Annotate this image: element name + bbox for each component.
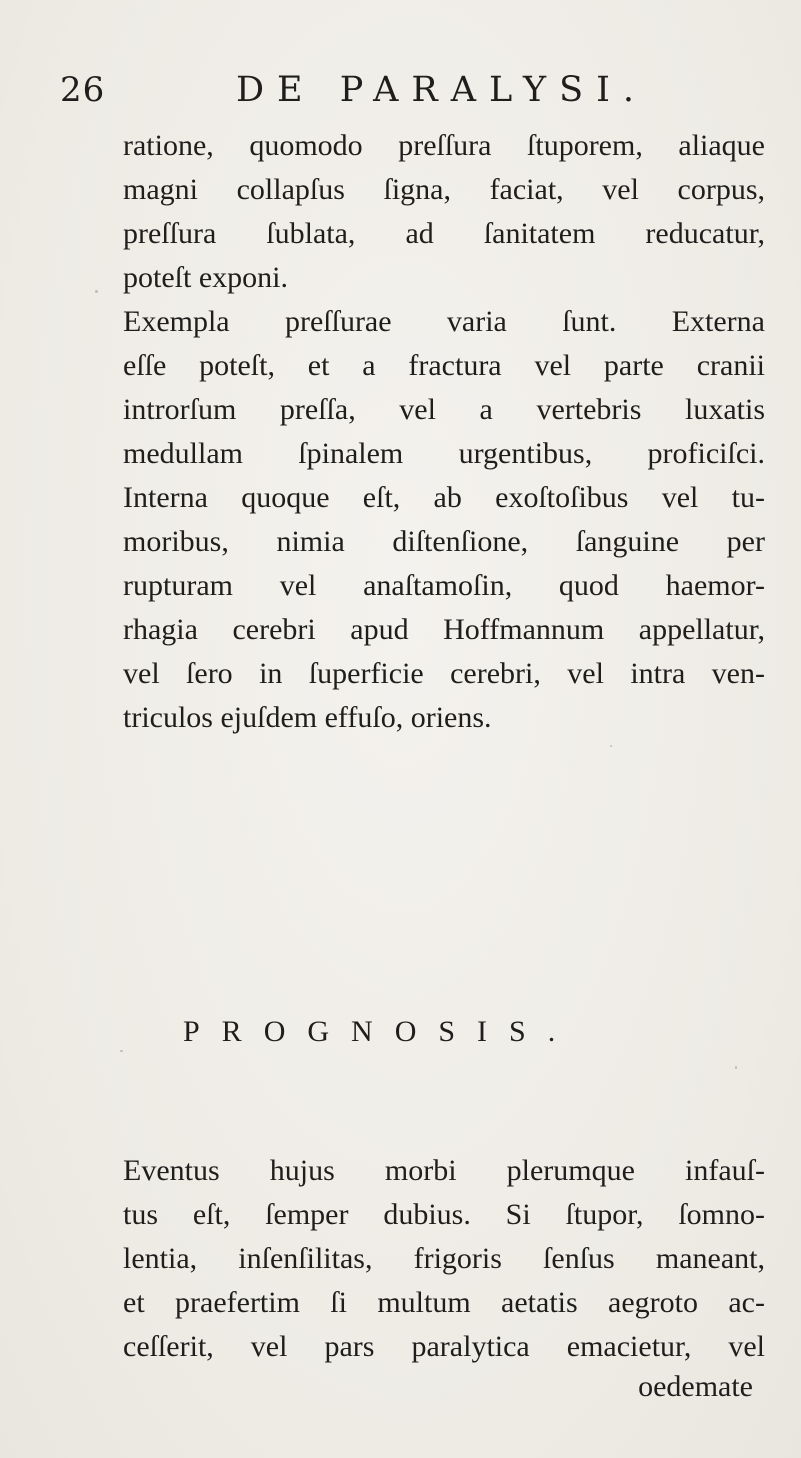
text-line: Eventus hujus morbi plerumque infauſ- [123,1154,765,1187]
text-line: ceſſerit, vel pars paralytica emacietur, vel [123,1330,765,1363]
paper-speck [95,290,98,293]
text-line: rhagia cerebri apud Hoffmannum appellatur, [123,613,765,646]
paragraph-prognosis [123,1149,765,1369]
text-line: moribus, nimia diſtenſione, ſanguine per [123,525,765,558]
text-line: medullam ſpinalem urgentibus, proficiſci. [123,437,765,470]
text-line: preſſura ſublata, ad ſanitatem reducatur, [123,217,765,250]
text-line: Interna quoque eſt, ab exoſtoſibus vel tu- [123,481,765,514]
paper-speck [610,745,612,747]
text-line: tus eſt, ſemper dubius. Si ſtupor, ſomno- [123,1198,765,1231]
text-line: eſſe poteſt, et a fractura vel parte cranii [123,349,765,382]
catchword: oedemate [638,1370,753,1403]
page-number: 26 [60,70,106,110]
text-line: et praefertim ſi multum aetatis aegroto ac- [123,1286,765,1319]
text-line: lentia, inſenſilitas, frigoris ſenſus maneant, [123,1242,765,1275]
paper-speck [120,1050,123,1052]
paragraph-pressure [123,124,765,740]
text-line: triculos ejuſdem effuſo, oriens. [123,701,492,734]
page-header [60,70,780,114]
section-heading-prognosis: PROGNOSIS. [183,1015,578,1048]
text-line: Exempla preſſurae varia ſunt. Externa [123,305,765,338]
text-line: magni collapſus ſigna, faciat, vel corpus, [123,173,765,206]
text-line: poteſt exponi. [123,261,288,294]
text-line: ratione, quomodo preſſura ſtuporem, aliaque [123,129,765,162]
running-head: DE PARALYSI. [236,70,648,110]
text-line: vel ſero in ſuperficie cerebri, vel intra ven- [123,657,765,690]
text-line: introrſum preſſa, vel a vertebris luxatis [123,393,765,426]
text-line: rupturam vel anaſtamoſin, quod haemor- [123,569,765,602]
paper-speck [735,1066,737,1069]
